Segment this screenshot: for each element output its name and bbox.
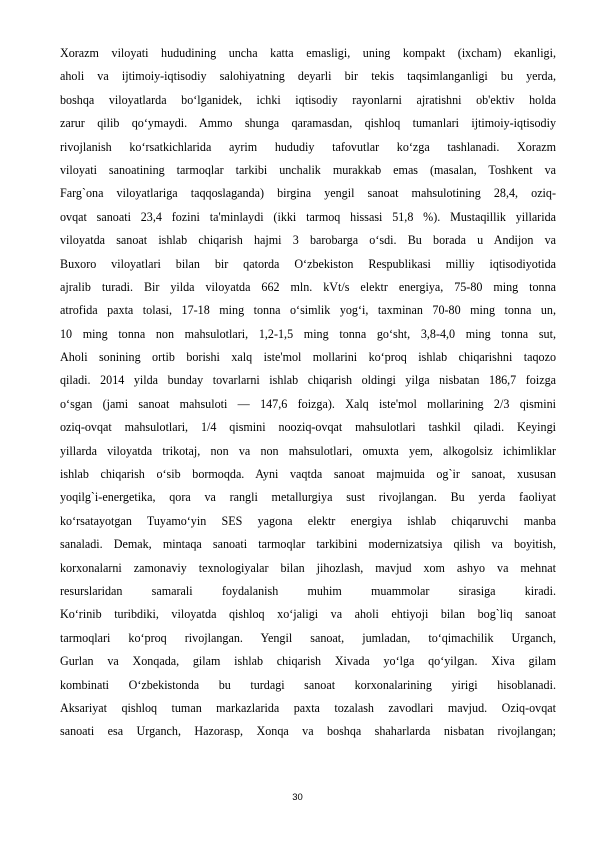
text-line: yoqilg`i-energetika, qora va rangli metallurgiya sust rivojlangan. Bu yerda faoliyat — [60, 490, 556, 505]
text-line: sanoati esa Urganch, Hazorasp, Xonqa va boshqa shaharlarda nisbatan rivojlangan; — [60, 724, 556, 739]
text-line: kombinati O‘zbekistonda bu turdagi sanoat korxonalarining yirigi hisoblanadi. — [60, 677, 556, 692]
text-line: Aholi sonining ortib borishi xalq iste'mol mollarini ko‘proq ishlab chiqarishni taqozo — [60, 350, 556, 365]
text-line: zarur qilib qo‘ymaydi. Ammo shunga qaramasdan, qishloq tumanlari ijtimoiy-iqtisodiy — [60, 116, 556, 131]
text-line: viloyatda sanoat ishlab chiqarish hajmi 3 barobarga o‘sdi. Bu borada u Andijon va — [60, 233, 556, 248]
text-line: Gurlan va Xonqada, gilam ishlab chiqarish Xivada yo‘lga qo‘yilgan. Xiva gilam — [60, 654, 556, 669]
text-line: ajralib turadi. Bir yilda viloyatda 662 mln. kVt/s elektr energiya, 75-80 ming tonna — [60, 279, 556, 294]
text-line: yillarda viloyatda trikotaj, non va non mahsulotlari, omuxta yem, alkogolsiz ichimliklar — [60, 443, 556, 458]
text-line: o‘sgan (jami sanoat mahsuloti — 147,6 foizga). Xalq iste'mol mollarining 2/3 qismini — [60, 396, 556, 411]
text-line: Ko‘rinib turibdiki, viloyatda qishloq xo‘jaligi va aholi ehtiyoji bilan bog`liq sanoat — [60, 607, 556, 622]
text-line: Buxoro viloyatlari bilan bir qatorda O‘zbekiston Respublikasi milliy iqtisodiyotida — [60, 256, 556, 271]
text-line: oziq-ovqat mahsulotlari, 1/4 qismini nooziq-ovqat mahsulotlari tashkil qiladi. Keyingi — [60, 420, 556, 435]
text-line: qiladi. 2014 yilda bunday tovarlarni ishlab chiqarish oldingi yilga nisbatan 186,7 foizga — [60, 373, 556, 388]
text-line: ishlab chiqarish o‘sib bormoqda. Ayni vaqtda sanoat majmuida og`ir sanoat, xususan — [60, 467, 556, 482]
text-line: korxonalarni zamonaviy texnologiyalar bilan jihozlash, mavjud xom ashyo va mehnat — [60, 560, 556, 575]
text-line: boshqa viloyatlarda bo‘lganidek, ichki iqtisodiy rayonlarni ajratishni ob'ektiv holda — [60, 92, 556, 107]
text-line: viloyati sanoatining tarmoqlar tarkibi unchalik murakkab emas (masalan, Toshkent va — [60, 162, 556, 177]
page-number: 30 — [292, 792, 303, 803]
text-line: resurslaridan samarali foydalanish muhim muammolar sirasiga kiradi. — [60, 583, 556, 598]
text-line: Xorazm viloyati hududining uncha katta emasligi, uning kompakt (ixcham) ekanligi, — [60, 46, 556, 60]
text-line: Aksariyat qishloq tuman markazlarida paxta tozalash zavodlari mavjud. Oziq-ovqat — [60, 700, 556, 715]
text-line: rivojlanish ko‘rsatkichlarida ayrim hududiy tafovutlar ko‘zga tashlanadi. Xorazm — [60, 139, 556, 154]
text-line: ovqat sanoati 23,4 fozini ta'minlaydi (ikki tarmoq hissasi 51,8 %). Mustaqillik yillarida — [60, 209, 556, 224]
text-line: tarmoqlari ko‘proq rivojlangan. Yengil sanoat, jumladan, to‘qimachilik Urganch, — [60, 630, 556, 645]
text-line: Farg`ona viloyatlariga taqqoslaganda) birgina yengil sanoat mahsulotining 28,4, oziq- — [60, 186, 556, 201]
text-line: ko‘rsatayotgan Tuyamo‘yin SES yagona elektr energiya ishlab chiqaruvchi manba — [60, 513, 556, 528]
body-text — [60, 42, 556, 744]
text-line: sanaladi. Demak, mintaqa sanoati tarmoqlar tarkibini modernizatsiya qilish va boyitish, — [60, 537, 556, 552]
text-line: 10 ming tonna non mahsulotlari, 1,2-1,5 ming tonna go‘sht, 3,8-4,0 ming tonna sut, — [60, 326, 556, 341]
text-line: aholi va ijtimoiy-iqtisodiy salohiyatning deyarli bir tekis taqsimlanganligi bu yerda, — [60, 69, 556, 84]
text-line: atrofida paxta tolasi, 17-18 ming tonna o‘simlik yog‘i, taxminan 70-80 ming tonna un, — [60, 303, 556, 318]
